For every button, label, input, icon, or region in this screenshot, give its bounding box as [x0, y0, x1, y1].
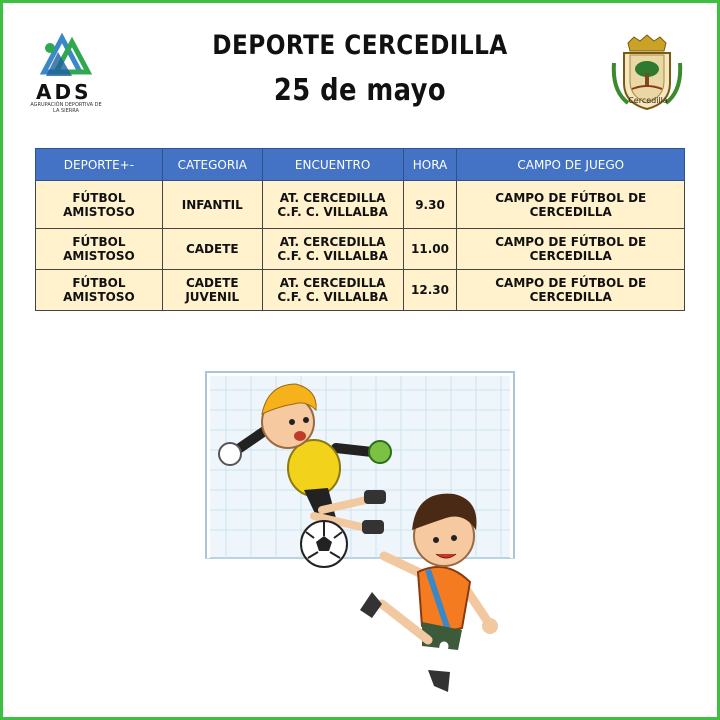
cell-encuentro: AT. CERCEDILLA C.F. C. VILLALBA: [262, 229, 403, 270]
cell-categoria: CADETE: [162, 229, 262, 270]
table-header-row: [36, 149, 685, 181]
cell-encuentro: AT. CERCEDILLA C.F. C. VILLALBA: [262, 181, 403, 229]
soccer-illustration: [196, 360, 526, 700]
ads-logo-text: ADS: [36, 80, 92, 104]
page-title: DEPORTE CERCEDILLA: [212, 30, 508, 61]
table-row: [36, 270, 685, 311]
cell-hora: 11.00: [403, 229, 457, 270]
cell-deporte: FÚTBOL AMISTOSO: [36, 270, 163, 311]
soccer-ball-icon: [301, 521, 347, 567]
cell-categoria: CADETE JUVENIL: [162, 270, 262, 311]
header-deporte: DEPORTE+-: [36, 149, 163, 181]
cell-hora: 12.30: [403, 270, 457, 311]
event-date: 25 de mayo: [273, 73, 447, 108]
cell-encuentro: AT. CERCEDILLA C.F. C. VILLALBA: [262, 270, 403, 311]
header-hora: HORA: [403, 149, 457, 181]
table-row: [36, 181, 685, 229]
ads-logo-subtitle: AGRUPACIÓN DEPORTIVA DE LA SIERRA: [30, 102, 102, 114]
crest-label: Cercedilla: [628, 96, 668, 105]
cell-deporte: FÚTBOL AMISTOSO: [36, 229, 163, 270]
schedule-table: [35, 148, 685, 311]
cell-categoria: INFANTIL: [162, 181, 262, 229]
cell-hora: 9.30: [403, 181, 457, 229]
header-encuentro: ENCUENTRO: [262, 149, 403, 181]
table-row: [36, 229, 685, 270]
cell-campo: CAMPO DE FÚTBOL DE CERCEDILLA: [457, 270, 685, 311]
cell-deporte: FÚTBOL AMISTOSO: [36, 181, 163, 229]
header-campo: CAMPO DE JUEGO: [457, 149, 685, 181]
cell-campo: CAMPO DE FÚTBOL DE CERCEDILLA: [457, 181, 685, 229]
header-categoria: CATEGORIA: [162, 149, 262, 181]
cell-campo: CAMPO DE FÚTBOL DE CERCEDILLA: [457, 229, 685, 270]
